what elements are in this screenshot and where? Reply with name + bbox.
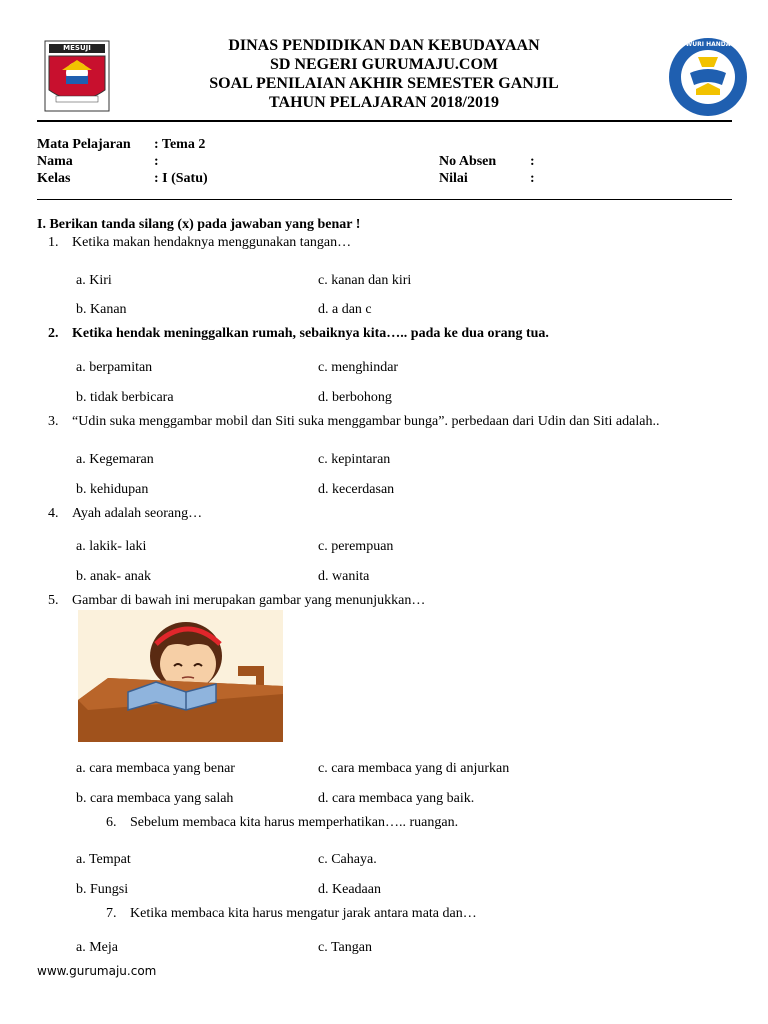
q1-option-d[interactable]: d. a dan c [318, 302, 372, 317]
q5-option-d[interactable]: d. cara membaca yang baik. [318, 791, 475, 806]
q3-option-a[interactable]: a. Kegemaran [76, 452, 154, 467]
q5-option-c[interactable]: c. cara membaca yang di anjurkan [318, 761, 510, 776]
q1-option-a[interactable]: a. Kiri [76, 273, 112, 288]
header-divider [37, 120, 732, 122]
section-title: I. Berikan tanda silang (x) pada jawaban yang benar ! [37, 217, 361, 232]
girl-reading-book-icon [78, 610, 283, 742]
question-text: Ketika makan hendaknya menggunakan tangan… [72, 235, 352, 250]
q7-option-a[interactable]: a. Meja [76, 940, 118, 955]
question-number: 4. [48, 506, 59, 521]
mesuji-logo [44, 40, 110, 112]
mesuji-logo-text: MESUJI [63, 44, 91, 52]
q1-option-c[interactable]: c. kanan dan kiri [318, 273, 412, 288]
question-text: Sebelum membaca kita harus memperhatikan….. ruangan. [130, 815, 459, 830]
question-5 [48, 593, 425, 609]
q3-option-d[interactable]: d. kecerdasan [318, 482, 395, 497]
question-2 [48, 326, 549, 342]
header-line-2: SD NEGERI GURUMAJU.COM [270, 56, 498, 73]
question-number: 7. [106, 906, 117, 921]
q2-option-b[interactable]: b. tidak berbicara [76, 390, 174, 405]
tut-wuri-emblem-icon [668, 37, 748, 117]
question-text: Ketika membaca kita harus mengatur jarak antara mata dan… [130, 906, 477, 921]
header-line-1: DINAS PENDIDIKAN DAN KEBUDAYAAN [228, 37, 540, 54]
q6-option-c[interactable]: c. Cahaya. [318, 852, 377, 867]
subject-value: : Tema 2 [154, 137, 206, 152]
q6-option-d[interactable]: d. Keadaan [318, 882, 381, 897]
name-value[interactable]: : [154, 154, 159, 169]
q4-option-a[interactable]: a. lakik- laki [76, 539, 147, 554]
subject-label: Mata Pelajaran [37, 137, 131, 152]
footer-url[interactable]: www.gurumaju.com [37, 964, 157, 978]
question-4 [48, 506, 202, 522]
name-label: Nama [37, 154, 73, 169]
q4-option-b[interactable]: b. anak- anak [76, 569, 152, 584]
question-text: Gambar di bawah ini merupakan gambar yang menunjukkan… [72, 593, 426, 608]
question-7 [106, 906, 477, 922]
q3-option-c[interactable]: c. kepintaran [318, 452, 391, 467]
q6-option-b[interactable]: b. Fungsi [76, 882, 129, 897]
score-value[interactable]: : [530, 171, 535, 186]
q7-option-c[interactable]: c. Tangan [318, 940, 372, 955]
question-number: 2. [48, 326, 59, 341]
q2-option-a[interactable]: a. berpamitan [76, 360, 153, 375]
q2-option-c[interactable]: c. menghindar [318, 360, 399, 375]
question-number: 1. [48, 235, 59, 250]
q6-option-a[interactable]: a. Tempat [76, 852, 131, 867]
class-value: : I (Satu) [154, 171, 208, 186]
question-1 [48, 235, 351, 251]
question-text: Ketika hendak meninggalkan rumah, sebaiknya kita….. pada ke dua orang tua. [72, 326, 549, 341]
tut-wuri-logo-text: TUT WURI HANDAYANI [670, 41, 746, 48]
q3-option-b[interactable]: b. kehidupan [76, 482, 149, 497]
header-line-3: SOAL PENILAIAN AKHIR SEMESTER GANJIL [209, 75, 559, 92]
absen-label: No Absen [439, 154, 497, 169]
question-number: 5. [48, 593, 59, 608]
tut-wuri-handayani-logo [668, 37, 748, 117]
girl-reading-illustration [78, 610, 283, 742]
q2-option-d[interactable]: d. berbohong [318, 390, 392, 405]
absen-value[interactable]: : [530, 154, 535, 169]
score-label: Nilai [439, 171, 468, 186]
q4-option-c[interactable]: c. perempuan [318, 539, 394, 554]
q5-option-a[interactable]: a. cara membaca yang benar [76, 761, 235, 776]
question-text: Ayah adalah seorang… [72, 506, 203, 521]
question-3 [48, 414, 659, 430]
question-number: 3. [48, 414, 59, 429]
question-6 [106, 815, 458, 831]
q1-option-b[interactable]: b. Kanan [76, 302, 127, 317]
question-number: 6. [106, 815, 117, 830]
q4-option-d[interactable]: d. wanita [318, 569, 370, 584]
question-text: “Udin suka menggambar mobil dan Siti suka menggambar bunga”. perbedaan dari Udin dan Siti adalah.. [72, 414, 660, 429]
class-label: Kelas [37, 171, 71, 186]
q5-option-b[interactable]: b. cara membaca yang salah [76, 791, 234, 806]
info-divider [37, 199, 732, 200]
header-line-4: TAHUN PELAJARAN 2018/2019 [269, 94, 499, 111]
